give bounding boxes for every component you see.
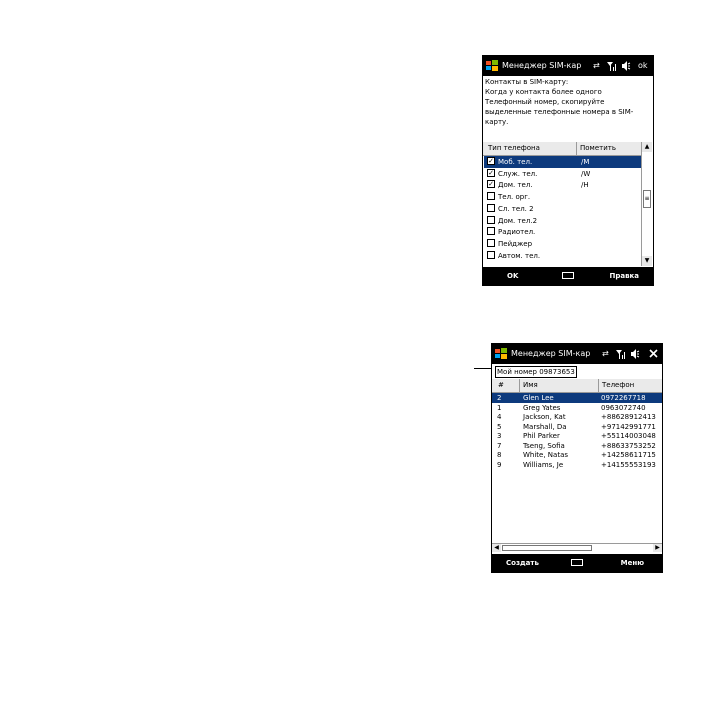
phone-type-mark: /M bbox=[581, 158, 590, 166]
scroll-left-arrow[interactable]: ◀ bbox=[492, 544, 501, 552]
phone-type-label: Тел. орг. bbox=[498, 193, 531, 202]
create-softkey[interactable]: Создать bbox=[506, 559, 539, 567]
contact-num: 9 bbox=[497, 460, 502, 469]
column-separator[interactable] bbox=[598, 379, 599, 392]
contact-row[interactable] bbox=[492, 412, 662, 422]
column-header-num[interactable]: # bbox=[498, 381, 504, 389]
column-header-phone[interactable]: Телефон bbox=[602, 381, 635, 389]
phone-type-row[interactable] bbox=[484, 203, 641, 215]
checkbox[interactable]: ✓ bbox=[488, 157, 494, 165]
phone-type-mark: /H bbox=[581, 181, 589, 190]
speaker-icon[interactable] bbox=[630, 349, 640, 359]
contact-name: Williams, Je bbox=[523, 460, 564, 469]
contact-name: White, Natas bbox=[523, 451, 569, 459]
keyboard-icon[interactable] bbox=[571, 559, 583, 566]
scroll-thumb[interactable] bbox=[502, 545, 592, 551]
column-header-type[interactable]: Тип телефона bbox=[488, 144, 540, 152]
intro-line: выделенные телефонные номера в SIM- bbox=[485, 108, 634, 116]
title-bar bbox=[492, 344, 662, 364]
vertical-scrollbar[interactable] bbox=[641, 142, 652, 266]
ok-button[interactable]: ok bbox=[638, 61, 648, 70]
screen-sim-manager-phone-types bbox=[482, 55, 654, 286]
checkbox[interactable]: ✓ bbox=[488, 168, 494, 177]
checkbox[interactable] bbox=[487, 204, 495, 212]
intro-line: карту. bbox=[485, 118, 509, 126]
contact-phone: +14258611715 bbox=[601, 451, 656, 459]
scroll-right-arrow[interactable]: ▶ bbox=[653, 544, 662, 552]
instructions bbox=[485, 77, 651, 127]
contact-num: 1 bbox=[497, 403, 502, 412]
horizontal-scrollbar[interactable] bbox=[492, 543, 662, 552]
phone-type-label: Моб. тел. bbox=[498, 158, 533, 166]
column-header-mark[interactable]: Пометить bbox=[580, 144, 616, 152]
scroll-down-arrow[interactable]: ▼ bbox=[642, 256, 652, 266]
contact-row[interactable] bbox=[492, 441, 662, 451]
softkey-bar bbox=[492, 554, 662, 572]
close-icon[interactable] bbox=[649, 349, 658, 358]
windows-flag-icon[interactable] bbox=[494, 347, 508, 361]
phone-type-row[interactable] bbox=[484, 226, 641, 238]
contact-phone: 0963072740 bbox=[601, 403, 646, 412]
checkbox[interactable] bbox=[487, 251, 495, 259]
phone-type-row[interactable] bbox=[484, 168, 641, 180]
window-title: Менеджер SIM-кар bbox=[502, 61, 582, 70]
phone-type-label: Дом. тел. bbox=[498, 181, 533, 190]
phone-type-label: Сл. тел. 2 bbox=[498, 204, 534, 213]
contact-row[interactable] bbox=[492, 431, 662, 441]
sync-icon: ⇄ bbox=[602, 349, 609, 358]
contact-row[interactable] bbox=[492, 393, 662, 403]
edit-softkey[interactable]: Правка bbox=[609, 272, 639, 280]
contact-phone: +55114003048 bbox=[601, 432, 656, 440]
contact-num: 3 bbox=[497, 432, 502, 440]
callout-line bbox=[474, 368, 491, 369]
my-number-label[interactable]: Мой номер 09873653 bbox=[497, 368, 575, 376]
signal-icon bbox=[607, 61, 617, 71]
ok-softkey[interactable]: OK bbox=[507, 272, 519, 280]
contact-name: Greg Yates bbox=[523, 403, 561, 412]
signal-icon bbox=[616, 349, 626, 359]
phone-type-label: Дом. тел.2 bbox=[498, 216, 538, 225]
contact-name: Jackson, Kat bbox=[523, 413, 566, 421]
phone-type-row[interactable] bbox=[484, 215, 641, 227]
contact-name: Glen Lee bbox=[523, 394, 554, 402]
contact-phone: +88628912413 bbox=[601, 413, 656, 421]
phone-type-label: Служ. тел. bbox=[498, 169, 538, 178]
contact-num: 2 bbox=[497, 394, 502, 402]
contact-name: Marshall, Da bbox=[523, 422, 567, 431]
contact-name: Tseng, Sofia bbox=[523, 441, 565, 450]
softkey-bar bbox=[483, 267, 653, 285]
sync-icon: ⇄ bbox=[593, 61, 600, 70]
scroll-up-arrow[interactable]: ▲ bbox=[642, 142, 652, 152]
windows-flag-icon[interactable] bbox=[485, 59, 499, 73]
phone-type-row[interactable] bbox=[484, 179, 641, 191]
window-title: Менеджер SIM-кар bbox=[511, 349, 591, 358]
contact-num: 5 bbox=[497, 422, 502, 431]
contact-phone: +97142991771 bbox=[601, 422, 656, 431]
contact-row[interactable] bbox=[492, 460, 662, 470]
speaker-icon[interactable] bbox=[621, 61, 631, 71]
title-bar bbox=[483, 56, 653, 76]
contact-phone: 0972267718 bbox=[601, 394, 646, 402]
checkbox[interactable] bbox=[487, 227, 495, 235]
phone-type-row[interactable] bbox=[484, 156, 641, 168]
column-separator[interactable] bbox=[519, 379, 520, 392]
screen-sim-manager-contacts bbox=[491, 343, 663, 573]
contact-row[interactable] bbox=[492, 450, 662, 460]
table-header bbox=[492, 379, 662, 393]
column-separator[interactable] bbox=[576, 142, 577, 155]
contact-row[interactable] bbox=[492, 403, 662, 413]
checkbox[interactable] bbox=[487, 192, 495, 200]
intro-line: Когда у контакта более одного bbox=[485, 88, 602, 96]
contact-num: 4 bbox=[497, 413, 502, 421]
contact-num: 7 bbox=[497, 441, 502, 450]
phone-type-label: Пейджер bbox=[498, 239, 533, 248]
checkbox[interactable]: ✓ bbox=[488, 180, 494, 189]
phone-type-label: Автом. тел. bbox=[498, 251, 541, 260]
phone-type-row[interactable] bbox=[484, 238, 641, 250]
table-header bbox=[483, 142, 641, 156]
phone-type-row[interactable] bbox=[484, 250, 641, 262]
intro-line: Телефонный номер, скопируйте bbox=[485, 98, 605, 106]
checkbox[interactable] bbox=[487, 216, 495, 224]
contact-num: 8 bbox=[497, 451, 502, 459]
contact-name: Phil Parker bbox=[523, 432, 560, 440]
intro-line: Контакты в SIM-карту: bbox=[485, 78, 569, 86]
phone-type-row[interactable] bbox=[484, 191, 641, 203]
contact-phone: +14155553193 bbox=[601, 460, 656, 469]
column-header-name[interactable]: Имя bbox=[523, 381, 538, 389]
scroll-thumb[interactable]: ≡ bbox=[643, 190, 651, 208]
keyboard-icon[interactable] bbox=[562, 272, 574, 279]
menu-softkey[interactable]: Меню bbox=[620, 559, 644, 567]
phone-type-mark: /W bbox=[581, 169, 591, 178]
phone-type-label: Радиотел. bbox=[498, 228, 536, 237]
contact-phone: +88633753252 bbox=[601, 441, 656, 450]
contact-row[interactable] bbox=[492, 422, 662, 432]
checkbox[interactable] bbox=[487, 239, 495, 247]
